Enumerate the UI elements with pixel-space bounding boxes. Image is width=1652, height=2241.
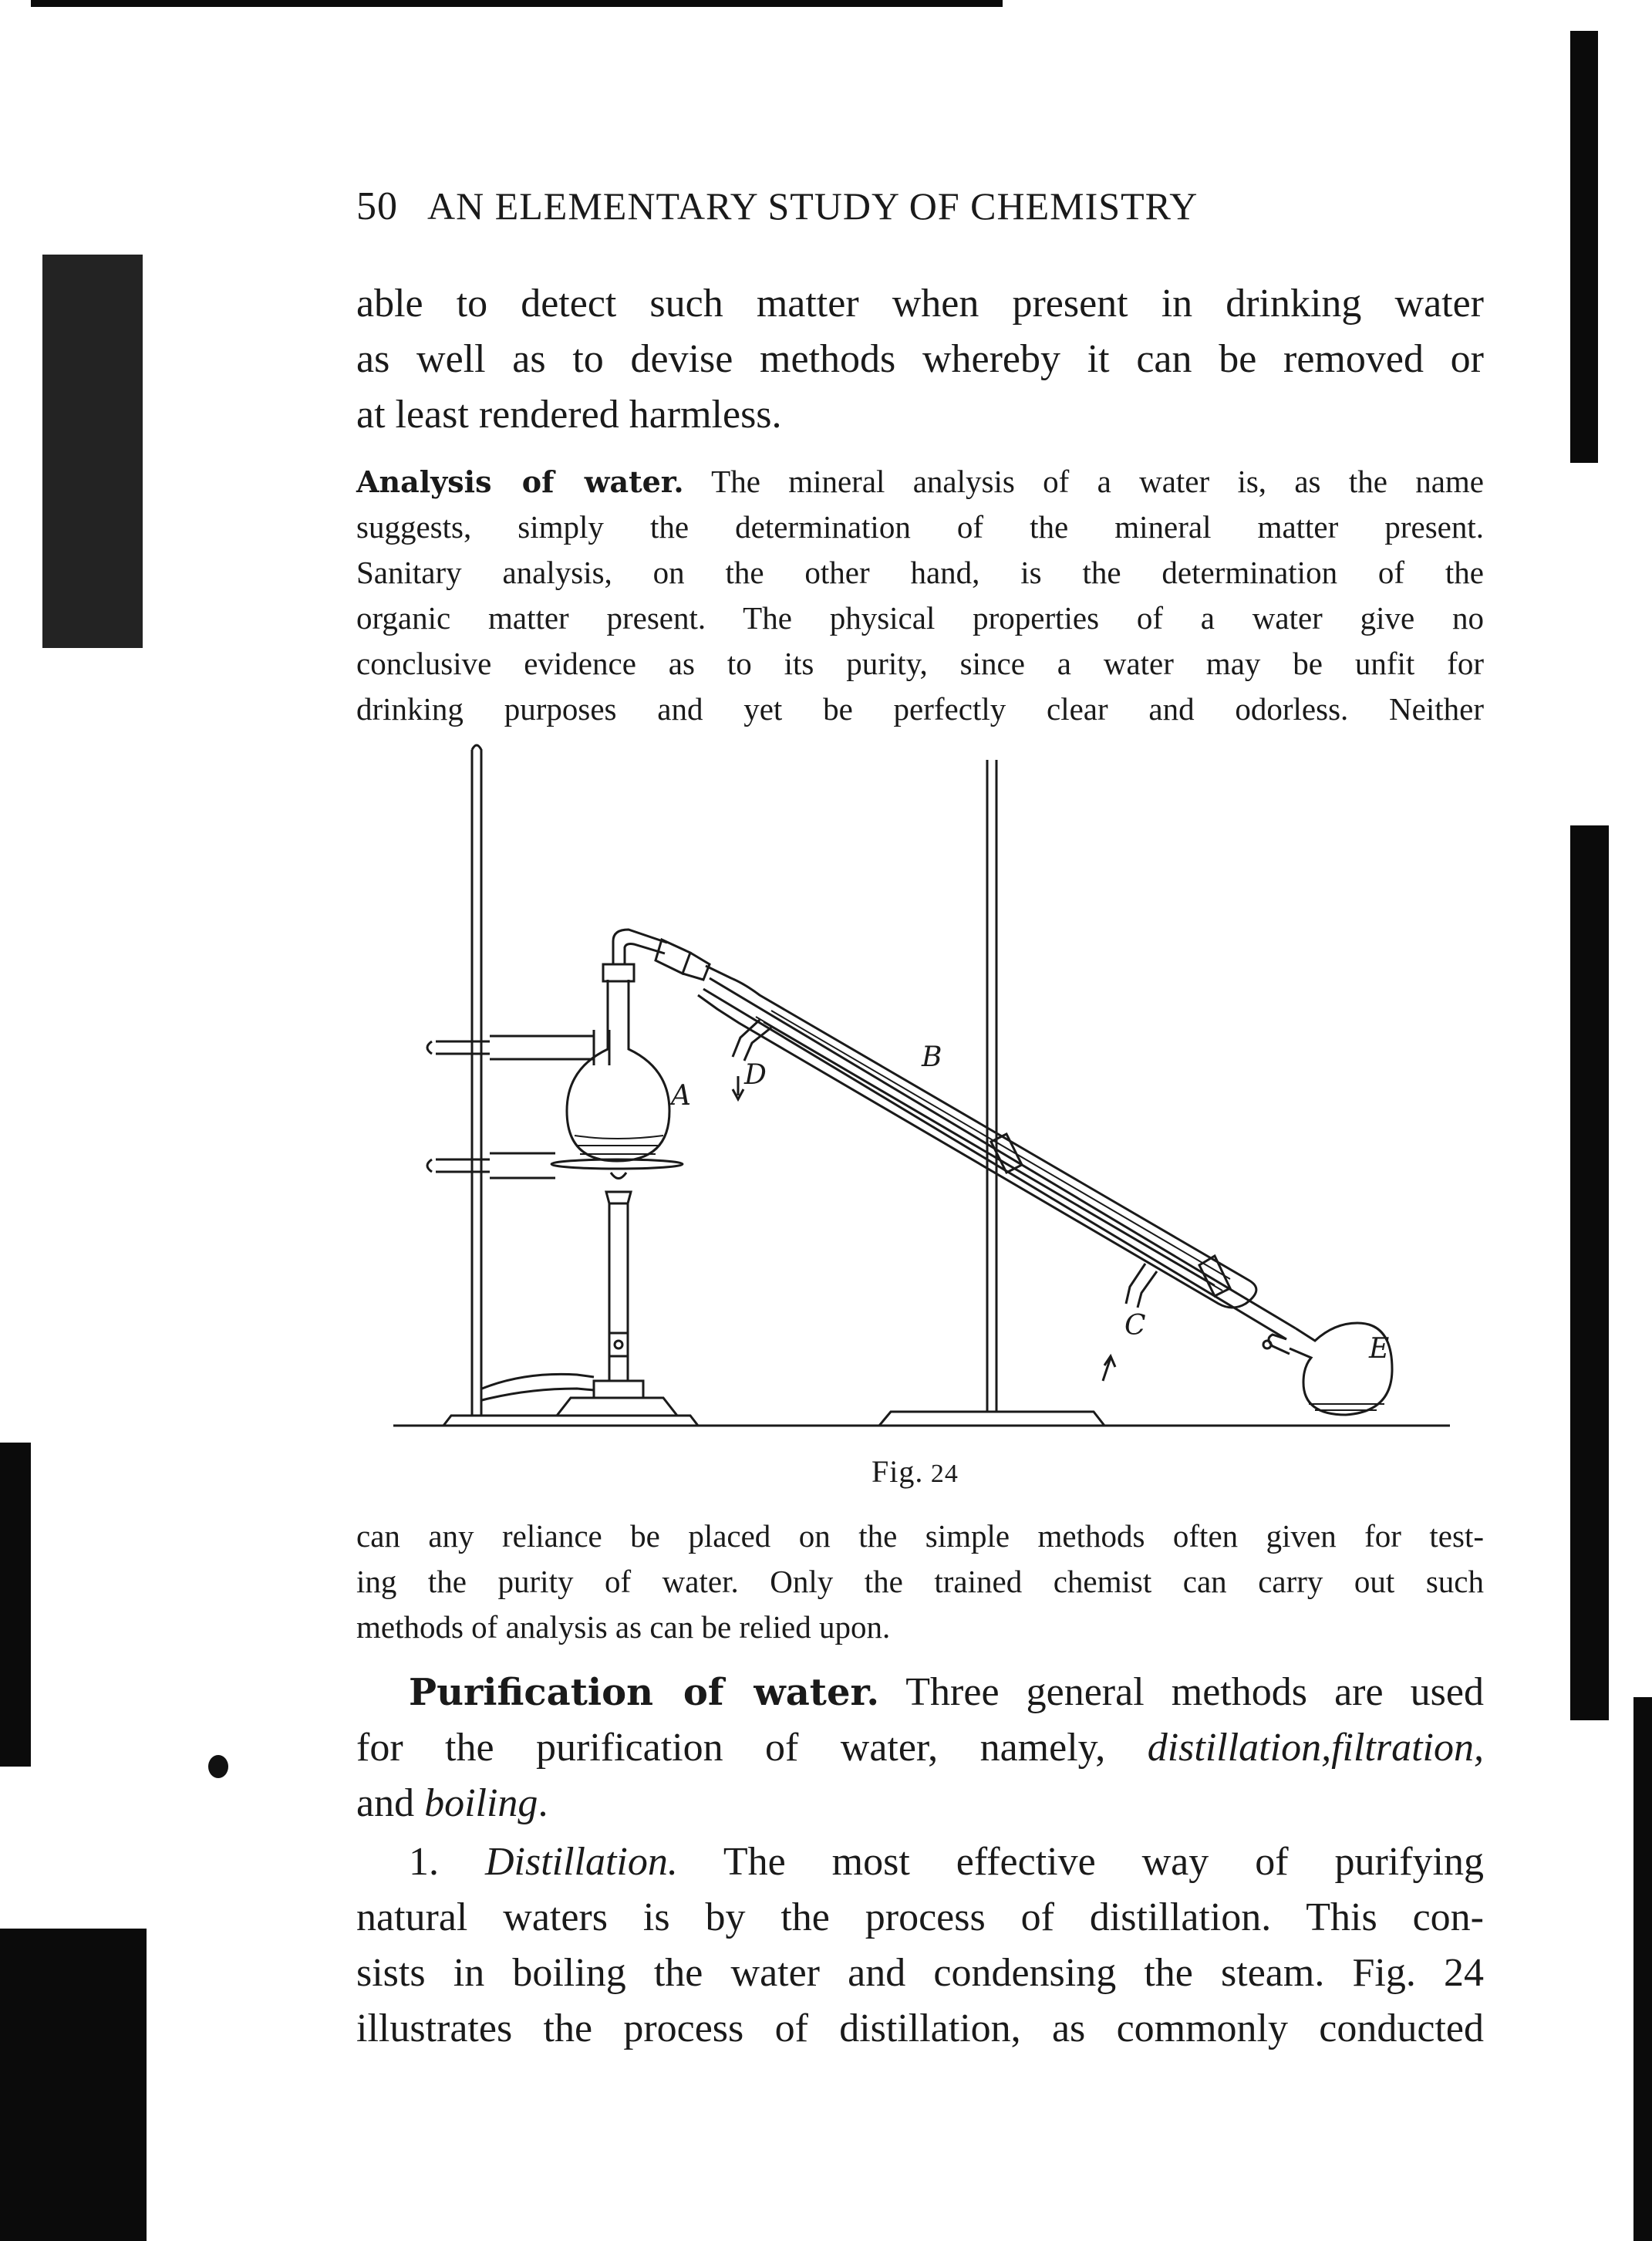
analysis-line-5: conclusive evidence as to its purity, since a water may be unfit for bbox=[356, 646, 1484, 681]
scan-edge-right-bottom bbox=[1633, 1697, 1652, 2241]
method-boiling: boiling bbox=[424, 1781, 538, 1825]
distillation-number: 1. bbox=[409, 1840, 439, 1884]
method-filtration: filtration, bbox=[1331, 1726, 1484, 1770]
bunsen-burner bbox=[482, 1173, 677, 1416]
purification-line-2 bbox=[356, 1720, 1484, 1776]
rubber-connector bbox=[656, 940, 710, 980]
analysis-line-4: organic matter present. The physical properties of a water give no bbox=[356, 600, 1484, 636]
label-d: D bbox=[744, 1059, 767, 1091]
purification-line-2-prefix: for the purification of water, namely, bbox=[356, 1726, 1148, 1770]
scan-edge-left-lower bbox=[0, 1443, 31, 1767]
purification-heading: Purification of water. bbox=[409, 1671, 880, 1714]
intro-line-2: as well as to devise methods whereby it can be removed or bbox=[356, 337, 1484, 381]
purification-line-1 bbox=[409, 1665, 1484, 1720]
distillation-line-1 bbox=[409, 1834, 1484, 1890]
purification-line-3 bbox=[356, 1776, 1484, 1831]
analysis-line-1-rest: The mineral analysis of a water is, as the name bbox=[683, 464, 1485, 499]
purification-line-1-rest: Three general methods are used bbox=[879, 1670, 1484, 1714]
distillation-heading: Distillation. bbox=[484, 1840, 678, 1884]
analysis-line-6: drinking purposes and yet be perfectly clear and odorless. Neither bbox=[356, 691, 1484, 727]
analysis-line-3: Sanitary analysis, on the other hand, is the determination of the bbox=[356, 555, 1484, 590]
analysis-line-2: suggests, simply the determination of the mineral matter present. bbox=[356, 509, 1484, 545]
page-number: 50 bbox=[356, 184, 398, 228]
intro-line-1: able to detect such matter when present in drinking water bbox=[356, 282, 1484, 326]
analysis-after-line-1: can any reliance be placed on the simple methods often given for test- bbox=[356, 1518, 1484, 1554]
method-distillation: distillation, bbox=[1147, 1726, 1332, 1770]
label-a: A bbox=[671, 1080, 691, 1112]
purification-line-3-prefix: and bbox=[356, 1781, 425, 1825]
distillation-line-4: illustrates the process of distillation, as commonly conducted bbox=[356, 2006, 1484, 2050]
flask-a bbox=[567, 930, 669, 1161]
label-e: E bbox=[1369, 1333, 1390, 1365]
ink-dot bbox=[208, 1755, 228, 1778]
purification-line-3-suffix: . bbox=[538, 1781, 548, 1825]
figure-caption bbox=[872, 1453, 959, 1490]
running-title: AN ELEMENTARY STUDY OF CHEMISTRY bbox=[427, 184, 1199, 228]
analysis-after-line-3: methods of analysis as can be relied upon. bbox=[356, 1609, 891, 1645]
distillation-line-2: natural waters is by the process of distillation. This con- bbox=[356, 1895, 1484, 1939]
analysis-heading: Analysis of water. bbox=[356, 464, 684, 499]
label-b: B bbox=[922, 1041, 942, 1073]
intro-line-3: at least rendered harmless. bbox=[356, 393, 782, 437]
scan-edge-left-bottom bbox=[0, 1929, 147, 2241]
label-c: C bbox=[1124, 1310, 1146, 1342]
left-ring-stand bbox=[427, 745, 698, 1426]
distillation-line-1-rest: The most effective way of purifying bbox=[677, 1840, 1485, 1884]
analysis-after-line-2: ing the purity of water. Only the trained chemist can carry out such bbox=[356, 1564, 1484, 1599]
distillation-line-3: sists in boiling the water and condensing the steam. Fig. 24 bbox=[356, 1951, 1484, 1995]
figure-caption-prefix: Fig. bbox=[872, 1454, 924, 1489]
figure-caption-number: 24 bbox=[930, 1460, 959, 1488]
